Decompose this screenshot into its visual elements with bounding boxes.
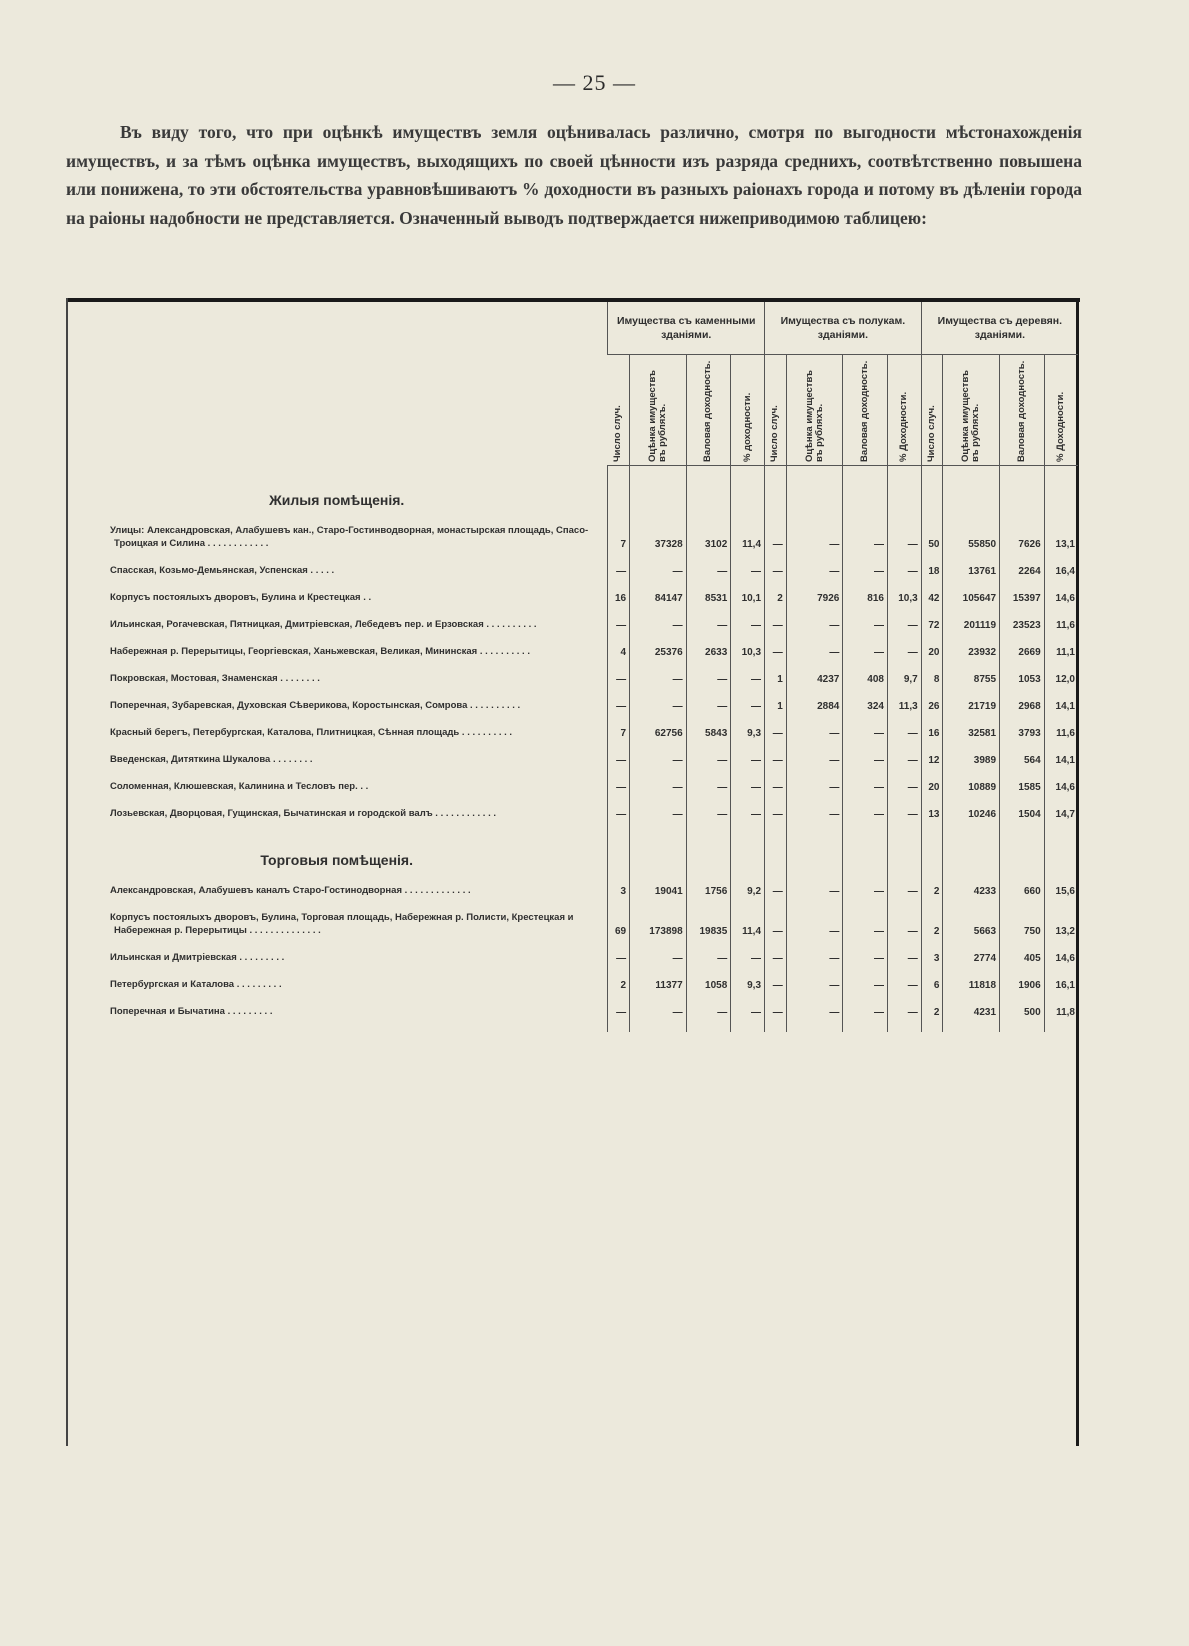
table-cell: — [786, 997, 843, 1032]
table-cell: 105647 [943, 583, 1000, 610]
table-cell: — [686, 772, 731, 799]
table-cell: 69 [608, 903, 630, 943]
table-cell: 2 [921, 997, 943, 1032]
table-row [66, 691, 1078, 718]
table-cell: 5843 [686, 718, 731, 745]
table-cell: — [843, 556, 888, 583]
table-cell: — [843, 718, 888, 745]
table-cell: 9,3 [731, 718, 765, 745]
table-cell: — [731, 997, 765, 1032]
table-cell: 72 [921, 610, 943, 637]
table-cell: — [887, 997, 921, 1032]
table-cell: 13761 [943, 556, 1000, 583]
table-cell: 16 [608, 583, 630, 610]
intro-text: Въ виду того, что при оцѣнкѣ имуществъ земля оцѣнивалась различно, смотря по выгодности мѣстонахожденія имуществъ, и за тѣмъ оцѣнка имуществъ, выходящихъ по своей цѣнности изъ разряда среднихъ, соотвѣтственно повышена или понижена, то эти обстоятельства уравновѣшиваютъ % доходности въ разныхъ раіонахъ города и потому въ дѣленіи города на раіоны надобности не представляется. Означенный выводъ подтверждается нижеприводимою таблицею: [66, 122, 1082, 228]
table-cell: — [765, 876, 787, 903]
table-cell: 2669 [1000, 637, 1045, 664]
table-cell: — [843, 970, 888, 997]
table-cell: 13,2 [1044, 903, 1078, 943]
table-cell: — [765, 772, 787, 799]
table-cell: — [765, 745, 787, 772]
table-cell: 20 [921, 637, 943, 664]
table-cell: 750 [1000, 903, 1045, 943]
table-cell: 15397 [1000, 583, 1045, 610]
table-cell: — [731, 556, 765, 583]
table-cell: 324 [843, 691, 888, 718]
table-cell: 408 [843, 664, 888, 691]
table-cell: — [686, 745, 731, 772]
table-cell: 20 [921, 772, 943, 799]
table-cell: — [630, 943, 687, 970]
table-cell: 3 [921, 943, 943, 970]
table-cell: — [731, 772, 765, 799]
table-cell: 18 [921, 556, 943, 583]
table-cell: — [786, 772, 843, 799]
table-cell: — [887, 745, 921, 772]
table-cell: 14,6 [1044, 772, 1078, 799]
table-cell: — [686, 610, 731, 637]
table-cell: — [630, 799, 687, 826]
table-cell: 1906 [1000, 970, 1045, 997]
table-cell: — [765, 799, 787, 826]
subheader-stone-income: Валовая доходность. [686, 355, 731, 466]
table-cell: 1504 [1000, 799, 1045, 826]
table-cell: — [887, 903, 921, 943]
table-row [66, 799, 1078, 826]
table-cell: 201119 [943, 610, 1000, 637]
table-cell: — [608, 664, 630, 691]
table-cell: — [630, 691, 687, 718]
table-cell: 23523 [1000, 610, 1045, 637]
table-cell: 2 [921, 876, 943, 903]
table-cell: 23932 [943, 637, 1000, 664]
table-cell: 14,6 [1044, 583, 1078, 610]
table-cell: — [608, 799, 630, 826]
row-label: Петербургская и Каталова . . . . . . . . . [110, 978, 282, 990]
table-cell: 1756 [686, 876, 731, 903]
table-cell: 11,6 [1044, 610, 1078, 637]
subheader-semi-value: Оцѣнка имуществъ въ рубляхъ. [786, 355, 843, 466]
table-cell: 11,3 [887, 691, 921, 718]
table-cell: 2774 [943, 943, 1000, 970]
table-cell: 19041 [630, 876, 687, 903]
table-cell: 3 [608, 876, 630, 903]
group-header-stone: Имущества съ каменными зданіями. [608, 302, 765, 355]
table-cell: 11377 [630, 970, 687, 997]
table-cell: — [765, 970, 787, 997]
table-cell: 25376 [630, 637, 687, 664]
row-label: Улицы: Александровская, Алабушевъ кан., Старо-Гостинводворная, монастырская площадь, Спасо-Троицкая и Силина . . . . . . . . . . . . [110, 524, 589, 549]
table-cell: — [686, 556, 731, 583]
table-cell: — [786, 516, 843, 556]
table-cell: — [608, 772, 630, 799]
table-cell: — [608, 556, 630, 583]
table-cell: — [843, 745, 888, 772]
table-cell: 2 [921, 903, 943, 943]
table-cell: — [843, 997, 888, 1032]
table-cell: — [843, 943, 888, 970]
table-cell: — [887, 516, 921, 556]
section-row-trade [66, 826, 1078, 876]
table-cell: 10,3 [887, 583, 921, 610]
table-cell: 4237 [786, 664, 843, 691]
table-cell: 84147 [630, 583, 687, 610]
table-cell: 816 [843, 583, 888, 610]
table-cell: 10,1 [731, 583, 765, 610]
table-cell: — [843, 610, 888, 637]
table-row [66, 997, 1078, 1032]
table-cell: 500 [1000, 997, 1045, 1032]
table-cell: 3102 [686, 516, 731, 556]
table-cell: — [786, 718, 843, 745]
row-label: Ильинская и Дмитріевская . . . . . . . . . [110, 951, 285, 963]
table-cell: — [843, 903, 888, 943]
page-number: — 25 — [553, 70, 636, 95]
table-cell: — [608, 997, 630, 1032]
table-cell: — [786, 556, 843, 583]
table-cell: — [887, 718, 921, 745]
table-cell: 7 [608, 516, 630, 556]
table-cell: — [765, 610, 787, 637]
row-label: Набережная р. Перерытицы, Георгіевская, Ханьжевская, Великая, Мининская . . . . . . . . . . [110, 645, 530, 657]
table-row [66, 718, 1078, 745]
table-cell: — [630, 556, 687, 583]
subheader-stone-pct: % доходности. [731, 355, 765, 466]
table-cell: 14,6 [1044, 943, 1078, 970]
table-cell: — [731, 943, 765, 970]
table-cell: 2 [765, 583, 787, 610]
row-label: Александровская, Алабушевъ каналъ Старо-Гостинодворная . . . . . . . . . . . . . [110, 884, 471, 896]
row-label: Ильинская, Рогачевская, Пятницкая, Дмитріевская, Лебедевъ пер. и Ерзовская . . . . . . . . . . [110, 618, 537, 630]
table-cell: — [608, 610, 630, 637]
table-cell: — [887, 970, 921, 997]
table-cell: — [786, 610, 843, 637]
table-cell: — [630, 772, 687, 799]
table-cell: 8 [921, 664, 943, 691]
table-cell: — [786, 970, 843, 997]
table-cell: 564 [1000, 745, 1045, 772]
table-cell: 1053 [1000, 664, 1045, 691]
table-cell: 10889 [943, 772, 1000, 799]
table-cell: 16,1 [1044, 970, 1078, 997]
table-cell: 12 [921, 745, 943, 772]
table-cell: 14,7 [1044, 799, 1078, 826]
table-cell: 9,3 [731, 970, 765, 997]
table-cell: 405 [1000, 943, 1045, 970]
table-cell: 21719 [943, 691, 1000, 718]
table-cell: 62756 [630, 718, 687, 745]
table-cell: 16 [921, 718, 943, 745]
table-cell: — [686, 997, 731, 1032]
row-label: Поперечная и Бычатина . . . . . . . . . [110, 1005, 273, 1017]
intro-paragraph [66, 118, 1082, 232]
table-cell: 42 [921, 583, 943, 610]
row-label: Покровская, Мостовая, Знаменская . . . . . . . . [110, 672, 320, 684]
table-cell: — [887, 799, 921, 826]
table-cell: — [887, 556, 921, 583]
table-cell: — [765, 516, 787, 556]
table-cell: 5663 [943, 903, 1000, 943]
table-cell: — [786, 876, 843, 903]
table-cell: 2 [608, 970, 630, 997]
subheader-semi-count: Число случ. [765, 355, 787, 466]
table-cell: 4233 [943, 876, 1000, 903]
table-cell: 1058 [686, 970, 731, 997]
table-cell: 9,7 [887, 664, 921, 691]
subheader-wood-income: Валовая доходность. [1000, 355, 1045, 466]
table-cell: 12,0 [1044, 664, 1078, 691]
table-row [66, 772, 1078, 799]
table-cell: — [731, 691, 765, 718]
table-cell: — [843, 637, 888, 664]
table-cell: 4231 [943, 997, 1000, 1032]
table-cell: — [765, 943, 787, 970]
table-cell: 1 [765, 664, 787, 691]
subheader-stone-value: Оцѣнка имуществъ въ рубляхъ. [630, 355, 687, 466]
table-cell: 32581 [943, 718, 1000, 745]
table-cell: 6 [921, 970, 943, 997]
table-cell: 9,2 [731, 876, 765, 903]
section-row-residential [66, 466, 1078, 516]
table-cell: 11,4 [731, 903, 765, 943]
table-cell: 14,1 [1044, 691, 1078, 718]
table-cell: 1585 [1000, 772, 1045, 799]
row-label: Корпусъ постоялыхъ дворовъ, Булина, Торговая площадь, Набережная р. Полисти, Крестецкая и Набережная р. Перерытицы . . . . . . . . . . . . . . [110, 911, 574, 936]
table-row [66, 745, 1078, 772]
table-cell: — [731, 664, 765, 691]
table-cell: 11,4 [731, 516, 765, 556]
table-cell: — [686, 691, 731, 718]
table-cell: 15,6 [1044, 876, 1078, 903]
table-row [66, 970, 1078, 997]
row-label: Лозьевская, Дворцовая, Гущинская, Бычатинская и городской валъ . . . . . . . . . . . . [110, 807, 497, 819]
table-cell: — [765, 903, 787, 943]
subheader-semi-income: Валовая доходность. [843, 355, 888, 466]
table-cell: — [786, 903, 843, 943]
table-cell: 50 [921, 516, 943, 556]
table-row [66, 516, 1078, 556]
table-cell: 2633 [686, 637, 731, 664]
table-cell: 7 [608, 718, 630, 745]
table-cell: — [630, 745, 687, 772]
table-cell: — [686, 943, 731, 970]
table-cell: — [786, 943, 843, 970]
table-cell: — [630, 610, 687, 637]
section-title-trade: Торговыя помѣщенія. [260, 851, 413, 868]
table-cell: 3989 [943, 745, 1000, 772]
table-cell: 660 [1000, 876, 1045, 903]
table-cell: 10246 [943, 799, 1000, 826]
table-cell: 8755 [943, 664, 1000, 691]
subheader-semi-pct: % Доходности. [887, 355, 921, 466]
table-cell: — [887, 876, 921, 903]
table-cell: — [731, 745, 765, 772]
table-cell: 11,8 [1044, 997, 1078, 1032]
table-cell: 13,1 [1044, 516, 1078, 556]
table-cell: 55850 [943, 516, 1000, 556]
subheader-wood-count: Число случ. [921, 355, 943, 466]
table-cell: 11,6 [1044, 718, 1078, 745]
table-cell: — [765, 637, 787, 664]
table-cell: — [630, 664, 687, 691]
table-cell: — [887, 772, 921, 799]
table-cell: 173898 [630, 903, 687, 943]
table-cell: — [765, 718, 787, 745]
table-cell: — [608, 943, 630, 970]
table-cell: — [843, 772, 888, 799]
row-label: Красный берегъ, Петербургская, Каталова, Плитницкая, Сѣнная площадь . . . . . . . . . . [110, 726, 513, 738]
table-cell: — [608, 745, 630, 772]
table-cell: 10,3 [731, 637, 765, 664]
table-cell: — [843, 799, 888, 826]
table-cell: — [786, 799, 843, 826]
table-cell: 37328 [630, 516, 687, 556]
table-cell: 16,4 [1044, 556, 1078, 583]
table-cell: 8531 [686, 583, 731, 610]
table-row [66, 664, 1078, 691]
subheader-wood-value: Оцѣнка имуществъ въ рубляхъ. [943, 355, 1000, 466]
table-cell: 2884 [786, 691, 843, 718]
income-table [66, 302, 1078, 1032]
table-cell: 19835 [686, 903, 731, 943]
table-row [66, 610, 1078, 637]
row-label: Корпусъ постоялыхъ дворовъ, Булина и Крестецкая . . [110, 591, 372, 603]
table-cell: — [731, 610, 765, 637]
table-cell: — [731, 799, 765, 826]
table-cell: — [686, 799, 731, 826]
table-row [66, 876, 1078, 903]
table-cell: — [786, 637, 843, 664]
table-row [66, 556, 1078, 583]
table-cell: 14,1 [1044, 745, 1078, 772]
table-cell: — [843, 516, 888, 556]
table-cell: — [686, 664, 731, 691]
table-cell: 3793 [1000, 718, 1045, 745]
table-cell: 13 [921, 799, 943, 826]
table-cell: 4 [608, 637, 630, 664]
table-row [66, 583, 1078, 610]
table-cell: — [765, 997, 787, 1032]
table-cell: 2968 [1000, 691, 1045, 718]
table-cell: 7626 [1000, 516, 1045, 556]
label-column-header [66, 302, 608, 466]
group-header-semi: Имущества съ полукам. зданіями. [765, 302, 922, 355]
table-cell: 7926 [786, 583, 843, 610]
table-row [66, 903, 1078, 943]
row-label: Поперечная, Зубаревская, Духовская Сѣверикова, Коростынская, Сомрова . . . . . . . . . . [110, 699, 521, 711]
table-cell: — [765, 556, 787, 583]
table-cell: 26 [921, 691, 943, 718]
table-cell: 1 [765, 691, 787, 718]
table-cell: — [887, 637, 921, 664]
table-row [66, 637, 1078, 664]
table-row [66, 943, 1078, 970]
subheader-wood-pct: % Доходности. [1044, 355, 1078, 466]
row-label: Соломенная, Клюшевская, Калинина и Тесловъ пер. . . [110, 780, 369, 792]
section-title-residential: Жилыя помѣщенія. [269, 491, 405, 508]
group-header-wood: Имущества съ деревян. зданіями. [921, 302, 1078, 355]
table-cell: — [608, 691, 630, 718]
table-cell: — [786, 745, 843, 772]
table-cell: 11818 [943, 970, 1000, 997]
subheader-stone-count: Число случ. [608, 355, 630, 466]
row-label: Спасская, Козьмо-Демьянская, Успенская . . . . . [110, 564, 335, 576]
row-label: Введенская, Дитяткина Шукалова . . . . . . . . [110, 753, 313, 765]
table-cell: 11,1 [1044, 637, 1078, 664]
table-cell: — [887, 943, 921, 970]
table-cell: — [630, 997, 687, 1032]
table-cell: — [843, 876, 888, 903]
table-cell: — [887, 610, 921, 637]
table-cell: 2264 [1000, 556, 1045, 583]
